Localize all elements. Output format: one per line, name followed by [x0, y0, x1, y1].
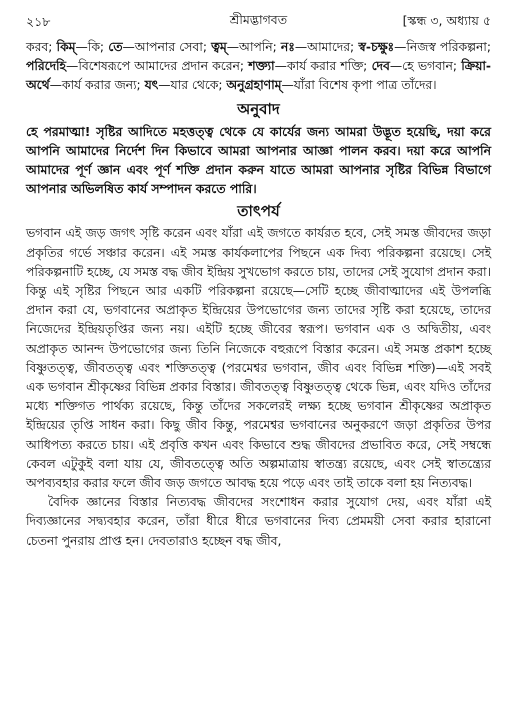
gloss-meaning: —যাঁরা বিশেষ কৃপা পাত্র তাঁদের।	[281, 78, 437, 93]
gloss-term: ক্রিয়া-অর্থে	[26, 59, 491, 93]
gloss-term: দেব	[371, 59, 390, 74]
gloss-meaning: —কি;	[75, 40, 109, 54]
book-title: শ্রীমদ্ভাগবত	[229, 12, 288, 27]
gloss-term: যৎ	[144, 78, 159, 93]
page-header	[26, 8, 491, 34]
gloss-term: পরিদেহি	[26, 59, 67, 74]
gloss-meaning: —নিজস্ব পরিকল্পনা;	[394, 40, 491, 54]
gloss-term: তে	[108, 40, 123, 54]
word-for-word-gloss	[26, 38, 491, 96]
gloss-meaning: —হে ভগবান;	[389, 59, 462, 74]
gloss-term: অনুগ্রহাণাম্	[226, 78, 282, 93]
purport-body	[26, 224, 491, 550]
gloss-meaning: —আপনার সেবা;	[122, 40, 212, 54]
purport-paragraph: ভগবান এই জড় জগৎ সৃষ্টি করেন এবং যাঁরা এই জগতে কার্যরত হবে, সেই সমস্ত জীবদের জড়া প্রকৃতির গর্ভে সঞ্চার করেন। এই সমস্ত কার্যকলাপের পিছনে এক দিব্য পরিকল্পনা রয়েছে। সেই পরিকল্পনাটি হচ্ছে, যে সমস্ত বদ্ধ জীব ইন্দ্রিয় সুখভোগ করতে চায়, তাদের সেই সুযোগ প্রদান করা। কিন্তু এই সৃষ্টির পিছনে আর একটি পরিকল্পনা রয়েছে—সেটি হচ্ছে জীবাত্মাদের এই উপলব্ধি প্রদান করা যে, ভগবানের অপ্রাকৃত ইন্দ্রিয়ের উপভোগের জন্য তাদের সৃষ্টি করা হয়েছে, তাদের নিজেদের ইন্দ্রিয়তৃপ্তির জন্য নয়। এইটি হচ্ছে জীবের স্বরূপ। ভগবান এক ও অদ্বিতীয়, এবং অপ্রাকৃত আনন্দ উপভোগের জন্য তিনি নিজেকে বহুরূপে বিস্তার করেন। এই সমস্ত প্রকাশ হচ্ছে বিষ্ণুতত্ত্ব, জীবতত্ত্ব এবং শক্তিতত্ত্ব (পরমেশ্বর ভগবান, জীব এবং বিভিন্ন শক্তি)—এই সবই এক ভগবান শ্রীকৃষ্ণের বিভিন্ন প্রকার বিস্তার। জীবতত্ত্ব বিষ্ণুতত্ত্ব থেকে ভিন্ন, এবং যদিও তাঁদের মধ্যে শক্তিগত পার্থক্য রয়েছে, কিন্তু তাঁদের সকলেরই লক্ষ্য হচ্ছে ভগবান শ্রীকৃষ্ণের অপ্রাকৃত ইন্দ্রিয়ের তৃপ্তি সাধন করা। কিছু জীব কিন্তু, পরমেশ্বর ভগবানের অনুকরণে জড়া প্রকৃতির উপর আধিপত্য করতে চায়। এই প্রবৃত্তি কখন এবং কিভাবে শুদ্ধ জীবদের প্রভাবিত করে, সেই সম্বন্ধে কেবল এটুকুই বলা যায় যে, জীবতত্ত্বে অতি অল্পমাত্রায় স্বাতন্ত্র্য রয়েছে, এবং সেই স্বাতন্ত্র্যের অপব্যবহার করার ফলে জীব জড় জগতে আবদ্ধ হয়ে পড়ে এবং তাই তাকে বলা হয় নিত্যবদ্ধ।	[26, 226, 491, 491]
gloss-meaning: —কার্য করার জন্য;	[49, 78, 145, 93]
gloss-meaning: করব;	[26, 40, 57, 54]
purport-paragraph: বৈদিক জ্ঞানের বিস্তার নিত্যবদ্ধ জীবদের সংশোধন করার সুযোগ দেয়, এবং যাঁরা এই দিব্যজ্ঞানের সদ্ব্যবহার করেন, তাঁরা ধীরে ধীরে ভগবানের দিব্য প্রেমময়ী সেবা করার হারানো চেতনা পুনরায় প্রাপ্ত হন। দেবতারাও হচ্ছেন বদ্ধ জীব,	[26, 495, 491, 548]
chapter-reference: [স্কন্ধ ৩, অধ্যায় ৫	[402, 13, 491, 28]
page-number: ২১৮	[26, 14, 51, 29]
translation-text: হে পরমাত্মা! সৃষ্টির আদিতে মহত্তত্ত্ব থেকে যে কার্যের জন্য আমরা উদ্ভূত হয়েছি, দয়া করে আপনি আমাদের নির্দেশ দিন কিভাবে আমরা আপনার আজ্ঞা পালন করব। দয়া করে আপনি আমাদের পূর্ণ জ্ঞান এবং পূর্ণ শক্তি প্রদান করুন যাতে আমরা আপনার সৃষ্টির বিভিন্ন বিভাগে আপনার অভিলষিত কার্য সম্পাদন করতে পারি।	[26, 123, 491, 197]
gloss-meaning: —কার্য করার শক্তি;	[274, 59, 372, 74]
gloss-term: ত্বম্	[211, 40, 227, 54]
gloss-meaning: —বিশেষরূপে আমাদের প্রদান করেন;	[66, 59, 249, 74]
gloss-term: শক্ত্যা	[248, 59, 275, 74]
gloss-term: স্ব-চক্ষুঃ	[358, 40, 395, 54]
purport-heading: তাৎপর্য	[237, 202, 280, 221]
gloss-term: নঃ	[280, 40, 295, 54]
gloss-term: কিম্	[56, 40, 76, 54]
translation-heading: অনুবাদ	[237, 99, 280, 118]
gloss-meaning: —আপনি;	[226, 40, 281, 54]
gloss-meaning: —আমাদের;	[294, 40, 359, 54]
gloss-meaning: —যার থেকে;	[158, 78, 227, 93]
